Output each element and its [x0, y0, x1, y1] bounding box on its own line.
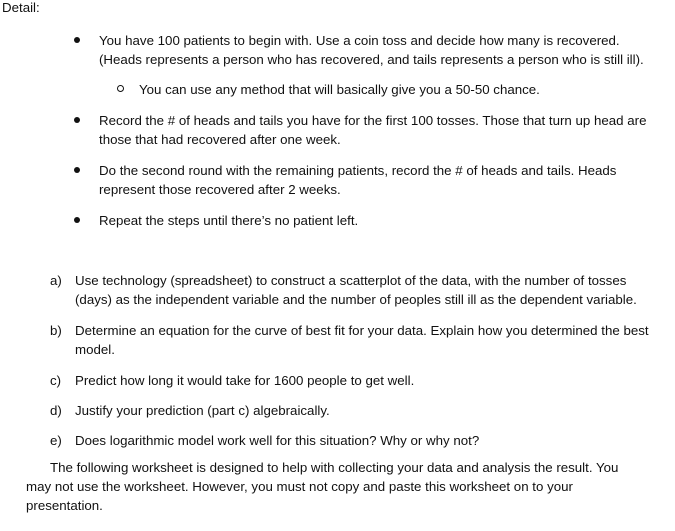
bullet-dot-icon: [74, 37, 80, 43]
question-text: Predict how long it would take for 1600 people to get well.: [75, 373, 415, 388]
question-text: Determine an equation for the curve of best fit for your data. Explain how you determined the best model.: [75, 323, 649, 357]
sub-bullet-text: You can use any method that will basically give you a 50-50 chance.: [139, 82, 540, 97]
question-label: d): [50, 403, 62, 418]
bullet-dot-icon: [74, 167, 80, 173]
section-heading: Detail:: [2, 0, 40, 15]
closing-paragraph: The following worksheet is designed to help with collecting your data and analysis the result. You may not use the worksheet. However, you must not copy and paste this worksheet on to your presentation.: [26, 460, 619, 513]
bullet-dot-icon: [74, 217, 80, 223]
bullet-text: Do the second round with the remaining patients, record the # of heads and tails. Heads represent those recovered after 2 weeks.: [99, 163, 617, 197]
question-text: Justify your prediction (part c) algebraically.: [75, 403, 330, 418]
question-label: c): [50, 373, 62, 388]
bullet-text: Repeat the steps until there’s no patient left.: [99, 213, 359, 228]
question-label: e): [50, 433, 62, 448]
question-text: Use technology (spreadsheet) to construct a scatterplot of the data, with the number of tosses (days) as the independent variable and the number of peoples still ill as the dependent variable.: [75, 273, 637, 307]
hollow-circle-icon: [117, 85, 124, 92]
bullet-dot-icon: [74, 117, 80, 123]
bullet-text: You have 100 patients to begin with. Use a coin toss and decide how many is recovered. (Heads represents a person who has recovered, and tails represents a person who is still ill).: [99, 33, 644, 67]
question-text: Does logarithmic model work well for this situation? Why or why not?: [75, 433, 480, 448]
bullet-text: Record the # of heads and tails you have for the first 100 tosses. Those that turn up head are those that had recovered after one week.: [99, 113, 647, 147]
question-label: a): [50, 273, 62, 288]
question-label: b): [50, 323, 62, 338]
